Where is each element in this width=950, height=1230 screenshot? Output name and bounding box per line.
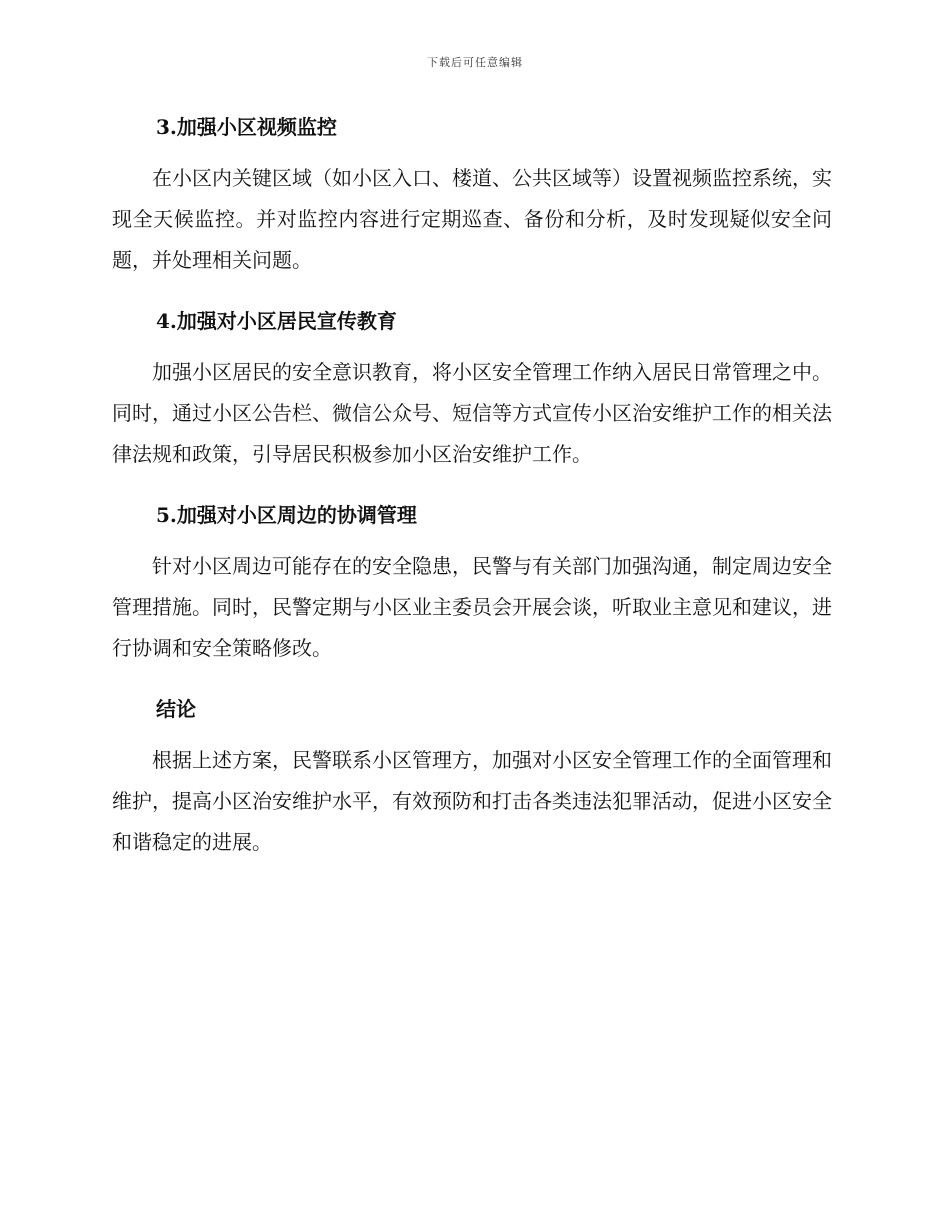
section-heading-resident-education: 4.加强对小区居民宣传教育 bbox=[156, 309, 397, 333]
section-paragraph-video-surveillance: 在小区内关键区域（如小区入口、楼道、公共区域等）设置视频监控系统，实现全天候监控。并对监控内容进行定期巡查、备份和分析，及时发现疑似安全问题，并处理相关问题。 bbox=[112, 166, 832, 272]
section-heading-surrounding-coordination: 5.加强对小区周边的协调管理 bbox=[156, 503, 417, 527]
section-paragraph-conclusion: 根据上述方案，民警联系小区管理方，加强对小区安全管理工作的全面管理和维护，提高小区治安维护水平，有效预防和打击各类违法犯罪活动，促进小区安全和谐稳定的进展。 bbox=[112, 748, 832, 854]
section-heading-conclusion: 结论 bbox=[156, 697, 196, 721]
document-body bbox=[112, 112, 832, 863]
section-paragraph-surrounding-coordination: 针对小区周边可能存在的安全隐患，民警与有关部门加强沟通，制定周边安全管理措施。同时，民警定期与小区业主委员会开展会谈，听取业主意见和建议，进行协调和安全策略修改。 bbox=[112, 554, 832, 660]
page-header-note: 下载后可任意编辑 bbox=[427, 56, 523, 69]
section-heading-video-surveillance: 3.加强小区视频监控 bbox=[156, 115, 337, 139]
section-paragraph-resident-education: 加强小区居民的安全意识教育，将小区安全管理工作纳入居民日常管理之中。同时，通过小区公告栏、微信公众号、短信等方式宣传小区治安维护工作的相关法律法规和政策，引导居民积极参加小区治安维护工作。 bbox=[112, 360, 832, 466]
